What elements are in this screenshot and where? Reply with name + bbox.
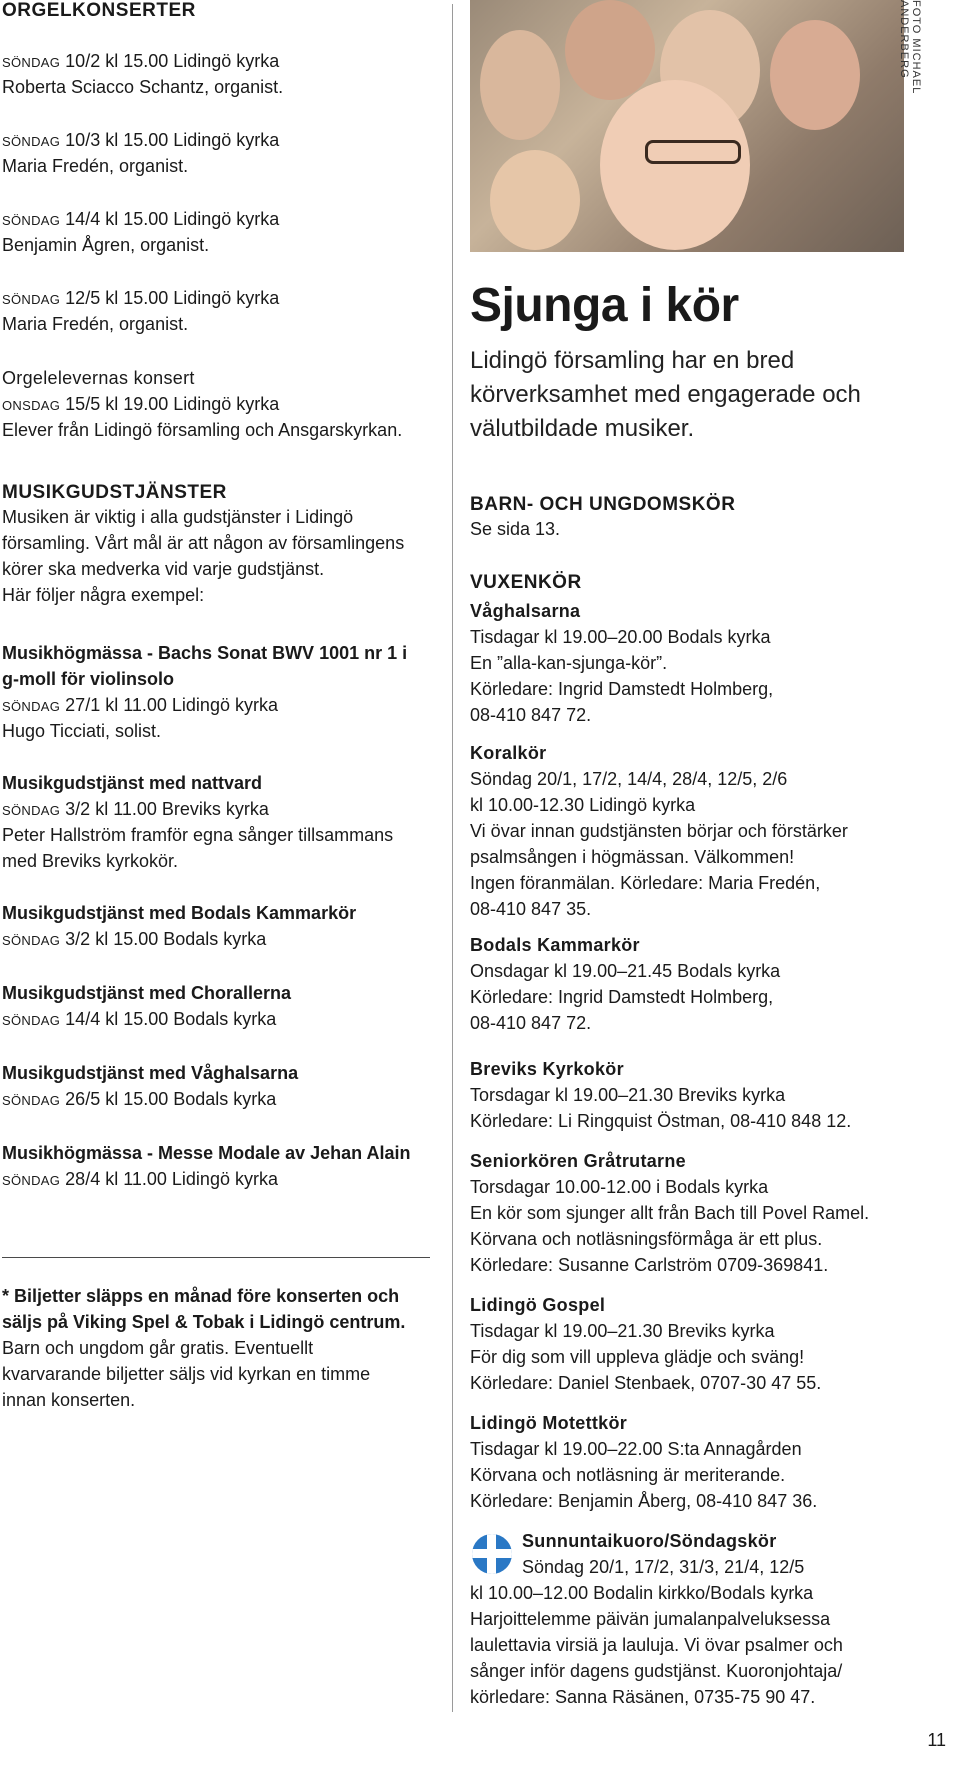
day-label: onsdag (2, 394, 61, 414)
choir-photo (470, 0, 904, 252)
service-item (2, 770, 432, 874)
day-label: söndag (2, 929, 61, 949)
choir-line: Körledare: Li Ringquist Östman, 08-410 848 12. (470, 1111, 852, 1131)
choir-line: Körledare: Benjamin Åberg, 08-410 847 36. (470, 1491, 818, 1511)
musik-heading: MUSIKGUDSTJÄNSTER (2, 482, 227, 503)
service-when: 28/4 kl 11.00 Lidingö kyrka (65, 1169, 278, 1189)
choir-line: Körvana och notläsningsförmåga är ett plus. (470, 1229, 823, 1249)
day-label: söndag (2, 209, 61, 229)
day-label: söndag (2, 695, 61, 715)
musik-section (2, 482, 432, 608)
service-item (2, 1060, 432, 1112)
choir-line: Ingen föranmälan. Körledare: Maria Fredén, (470, 873, 821, 893)
service-title: Musikgudstjänst med Chorallerna (2, 983, 292, 1003)
elev-title: Orgelelevernas konsert (2, 368, 195, 388)
service-title: Musikhögmässa - Messe Modale av Jehan Alain (2, 1143, 411, 1163)
intro-line: Lidingö församling har en bred (470, 347, 795, 374)
vuxen-heading: VUXENKÖR (470, 572, 582, 593)
choir-line: Körledare: Susanne Carlström 0709-369841. (470, 1255, 829, 1275)
choir-item (470, 1410, 910, 1514)
column-divider (452, 4, 453, 1712)
barn-ref: Se sida 13. (470, 519, 561, 539)
orgel-heading: ORGELKONSERTER (2, 0, 196, 21)
photo-credit: FOTO MICHAEL ANDERBERG (898, 0, 922, 94)
service-title: Musikgudstjänst med nattvard (2, 773, 263, 793)
choir-line: psalmsången i högmässan. Välkommen! (470, 847, 795, 867)
choir-line: En kör som sjunger allt från Bach till Povel Ramel. (470, 1203, 870, 1223)
concert-who: Maria Fredén, organist. (2, 156, 189, 176)
musik-intro-line: församling. Vårt mål är att någon av församlingens (2, 533, 405, 553)
finnish-choir (470, 1528, 930, 1710)
choir-line: Vi övar innan gudstjänsten börjar och förstärker (470, 821, 848, 841)
elev-concert (2, 365, 432, 443)
intro-line: välutbildade musiker. (470, 415, 695, 442)
ticket-note-bold: * Biljetter släpps en månad före konserten och (2, 1286, 400, 1306)
service-when: 3/2 kl 15.00 Bodals kyrka (65, 929, 267, 949)
choir-line: Harjoittelemme päivän jumalanpalveluksessa (470, 1609, 831, 1629)
concert-when: 10/3 kl 15.00 Lidingö kyrka (65, 130, 280, 150)
concert-who: Roberta Sciacco Schantz, organist. (2, 77, 284, 97)
choir-line: körledare: Sanna Räsänen, 0735-75 90 47. (470, 1687, 816, 1707)
ticket-note (2, 1283, 442, 1413)
choir-line: laulettavia virsiä ja lauluja. Vi övar psalmer och (470, 1635, 843, 1655)
choir-item (470, 1056, 930, 1134)
service-when: 27/1 kl 11.00 Lidingö kyrka (65, 695, 278, 715)
concert-who: Elever från Lidingö församling och Ansgarskyrkan. (2, 420, 403, 440)
orgel-section (2, 0, 432, 22)
choir-line: Onsdagar kl 19.00–21.45 Bodals kyrka (470, 961, 781, 981)
barn-section (470, 494, 910, 542)
ticket-note-line: Barn och ungdom går gratis. Eventuellt (2, 1338, 314, 1358)
choir-line: Körledare: Daniel Stenbaek, 0707-30 47 55. (470, 1373, 822, 1393)
service-title: Musikgudstjänst med Våghalsarna (2, 1063, 299, 1083)
choir-line: Tisdagar kl 19.00–21.30 Breviks kyrka (470, 1321, 775, 1341)
divider (2, 1257, 430, 1258)
service-extra: Hugo Ticciati, solist. (2, 721, 162, 741)
concert-who: Maria Fredén, organist. (2, 314, 189, 334)
choir-line: Söndag 20/1, 17/2, 31/3, 21/4, 12/5 (522, 1557, 805, 1577)
service-item (2, 640, 432, 744)
ticket-note-line: kvarvarande biljetter säljs vid kyrkan en timme (2, 1364, 371, 1384)
choir-item (470, 740, 930, 922)
choir-item (470, 932, 910, 1036)
service-title: Musikgudstjänst med Bodals Kammarkör (2, 903, 357, 923)
service-extra: med Breviks kyrkokör. (2, 851, 179, 871)
choir-line: Körledare: Ingrid Damstedt Holmberg, (470, 987, 774, 1007)
service-extra: Peter Hallström framför egna sånger tillsammans (2, 825, 394, 845)
intro (470, 344, 910, 446)
choir-name: Seniorkören Gråtrutarne (470, 1151, 686, 1171)
musik-intro-line: Musiken är viktig i alla gudstjänster i Lidingö (2, 507, 354, 527)
orgel-item (2, 206, 432, 258)
concert-when: 10/2 kl 15.00 Lidingö kyrka (65, 51, 280, 71)
choir-line: Söndag 20/1, 17/2, 14/4, 28/4, 12/5, 2/6 (470, 769, 788, 789)
concert-when: 12/5 kl 15.00 Lidingö kyrka (65, 288, 280, 308)
choir-name: Breviks Kyrkokör (470, 1059, 624, 1079)
day-label: söndag (2, 1169, 61, 1189)
intro-line: körverksamhet med engagerade och (470, 381, 861, 408)
orgel-item (2, 48, 432, 100)
barn-heading: BARN- OCH UNGDOMSKÖR (470, 494, 736, 515)
choir-line: sånger inför dagens gudstjänst. Kuoronjohtaja/ (470, 1661, 843, 1681)
choir-name: Lidingö Motettkör (470, 1413, 628, 1433)
day-label: söndag (2, 288, 61, 308)
choir-name: Våghalsarna (470, 601, 581, 621)
choir-name: Koralkör (470, 743, 547, 763)
concert-when: 14/4 kl 15.00 Lidingö kyrka (65, 209, 280, 229)
choir-line: kl 10.00–12.00 Bodalin kirkko/Bodals kyrka (470, 1583, 814, 1603)
service-title: Musikhögmässa - Bachs Sonat BWV 1001 nr 1 i (2, 643, 408, 663)
ticket-note-bold: säljs på Viking Spel & Tobak i Lidingö centrum. (2, 1312, 406, 1332)
choir-line: Torsdagar kl 19.00–21.30 Breviks kyrka (470, 1085, 786, 1105)
choir-line: Torsdagar 10.00-12.00 i Bodals kyrka (470, 1177, 769, 1197)
choir-line: En ”alla-kan-sjunga-kör”. (470, 653, 668, 673)
choir-line: 08-410 847 35. (470, 899, 592, 919)
service-when: 14/4 kl 15.00 Bodals kyrka (65, 1009, 277, 1029)
day-label: söndag (2, 1009, 61, 1029)
choir-name: Sunnuntaikuoro/Söndagskör (522, 1531, 777, 1551)
choir-line: Körledare: Ingrid Damstedt Holmberg, (470, 679, 774, 699)
day-label: söndag (2, 51, 61, 71)
service-item (2, 1140, 432, 1192)
service-when: 26/5 kl 15.00 Bodals kyrka (65, 1089, 277, 1109)
page-title: Sjunga i kör (470, 279, 739, 332)
day-label: söndag (2, 1089, 61, 1109)
vuxen-section (470, 572, 910, 594)
orgel-item (2, 285, 432, 337)
service-item (2, 900, 432, 952)
choir-name: Lidingö Gospel (470, 1295, 606, 1315)
service-title: g-moll för violinsolo (2, 669, 174, 689)
choir-line: 08-410 847 72. (470, 1013, 592, 1033)
service-when: 3/2 kl 11.00 Breviks kyrka (65, 799, 269, 819)
choir-item (470, 1148, 930, 1278)
musik-intro-line: körer ska medverka vid varje gudstjänst. (2, 559, 325, 579)
choir-line: 08-410 847 72. (470, 705, 592, 725)
choir-item (470, 598, 910, 728)
service-item (2, 980, 432, 1032)
day-label: söndag (2, 799, 61, 819)
choir-line: Tisdagar kl 19.00–22.00 S:ta Annagården (470, 1439, 802, 1459)
day-label: söndag (2, 130, 61, 150)
choir-name: Bodals Kammarkör (470, 935, 640, 955)
concert-when: 15/5 kl 19.00 Lidingö kyrka (65, 394, 280, 414)
choir-line: Körvana och notläsning är meriterande. (470, 1465, 786, 1485)
orgel-item (2, 127, 432, 179)
choir-line: För dig som vill uppleva glädje och sväng! (470, 1347, 805, 1367)
musik-intro-line: Här följer några exempel: (2, 585, 205, 605)
page-number: 11 (927, 1730, 946, 1750)
choir-item (470, 1292, 910, 1396)
ticket-note-line: innan konserten. (2, 1390, 136, 1410)
choir-line: kl 10.00-12.30 Lidingö kyrka (470, 795, 696, 815)
choir-line: Tisdagar kl 19.00–20.00 Bodals kyrka (470, 627, 771, 647)
concert-who: Benjamin Ågren, organist. (2, 235, 210, 255)
